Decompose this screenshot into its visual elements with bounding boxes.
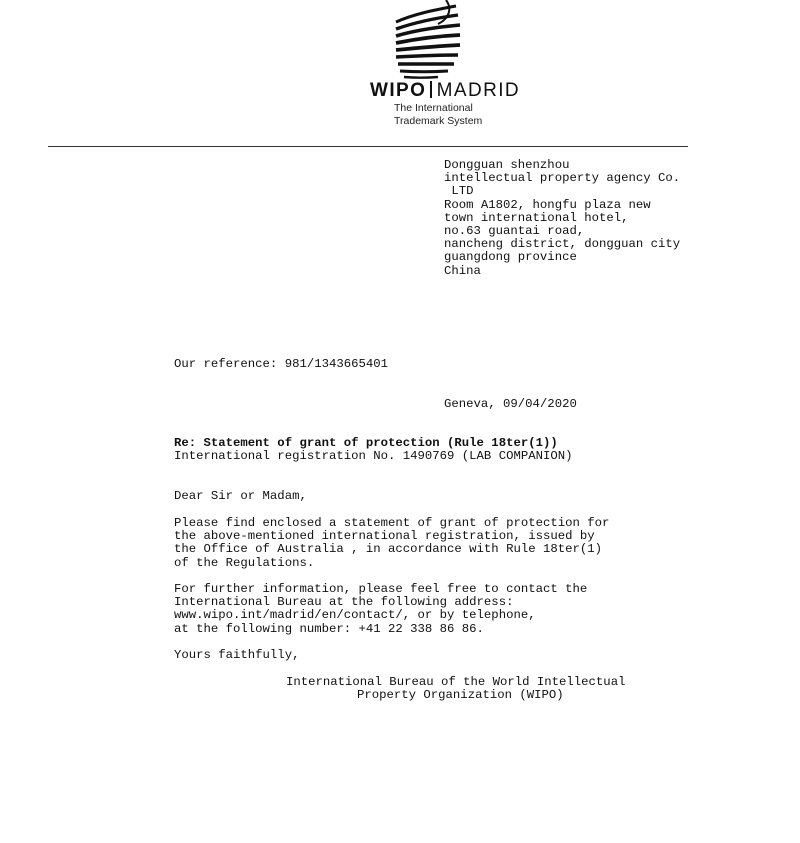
address-line: LTD: [444, 184, 474, 199]
body-paragraph-2: [174, 583, 587, 636]
recipient-address: [444, 159, 680, 278]
paragraph-line: at the following number: +41 22 338 86 86.: [174, 621, 484, 636]
address-line: Room A1802, hongfu plaza new: [444, 197, 651, 212]
paragraph-line: Please find enclosed a statement of grant of protection for: [174, 516, 610, 530]
logo-divider: [430, 81, 431, 98]
paragraph-line: International Bureau at the following address:: [174, 595, 514, 610]
logo-wipo-text: WIPO: [370, 80, 427, 101]
paragraph-line: For further information, please feel free to contact the: [174, 582, 588, 596]
logo-madrid-text: MADRID: [436, 80, 520, 101]
place-and-date: Geneva, 09/04/2020: [444, 397, 577, 411]
paragraph-line: www.wipo.int/madrid/en/contact/, or by telephone,: [174, 608, 536, 623]
signature-line: Property Organization (WIPO): [357, 688, 564, 703]
closing: Yours faithfully,: [174, 648, 300, 662]
address-line: nancheng district, dongguan city: [444, 237, 681, 252]
logo-wordmark: [370, 80, 520, 102]
address-line: no.63 guantai road,: [444, 224, 585, 239]
salutation: Dear Sir or Madam,: [174, 489, 307, 503]
wipo-globe-icon: [394, 0, 464, 80]
registration-line: International registration No. 1490769 (LAB COMPANION): [174, 449, 573, 464]
paragraph-line: the Office of Australia , in accordance with Rule 18ter(1): [174, 542, 603, 557]
address-line: China: [444, 263, 481, 278]
address-line: intellectual property agency Co.: [444, 171, 681, 186]
subject-line: Re: Statement of grant of protection (Rule 18ter(1)): [174, 436, 558, 450]
address-line: town international hotel,: [444, 210, 629, 225]
logo-tagline: [394, 102, 482, 127]
signature-line: International Bureau of the World Intellectual: [286, 675, 626, 689]
our-reference: Our reference: 981/1343665401: [174, 357, 389, 371]
body-paragraph-1: [174, 517, 609, 570]
subject-block: [174, 437, 572, 463]
signature-block: [286, 676, 625, 702]
logo-tagline-line: Trademark System: [394, 114, 483, 127]
wipo-madrid-logo: [370, 0, 540, 130]
paragraph-line: the above-mentioned international registration, issued by: [174, 529, 595, 544]
header-divider: [48, 146, 688, 147]
address-line: guangdong province: [444, 250, 577, 265]
logo-tagline-line: The International: [394, 102, 473, 114]
paragraph-line: of the Regulations.: [174, 555, 315, 570]
address-line: Dongguan shenzhou: [444, 158, 570, 172]
